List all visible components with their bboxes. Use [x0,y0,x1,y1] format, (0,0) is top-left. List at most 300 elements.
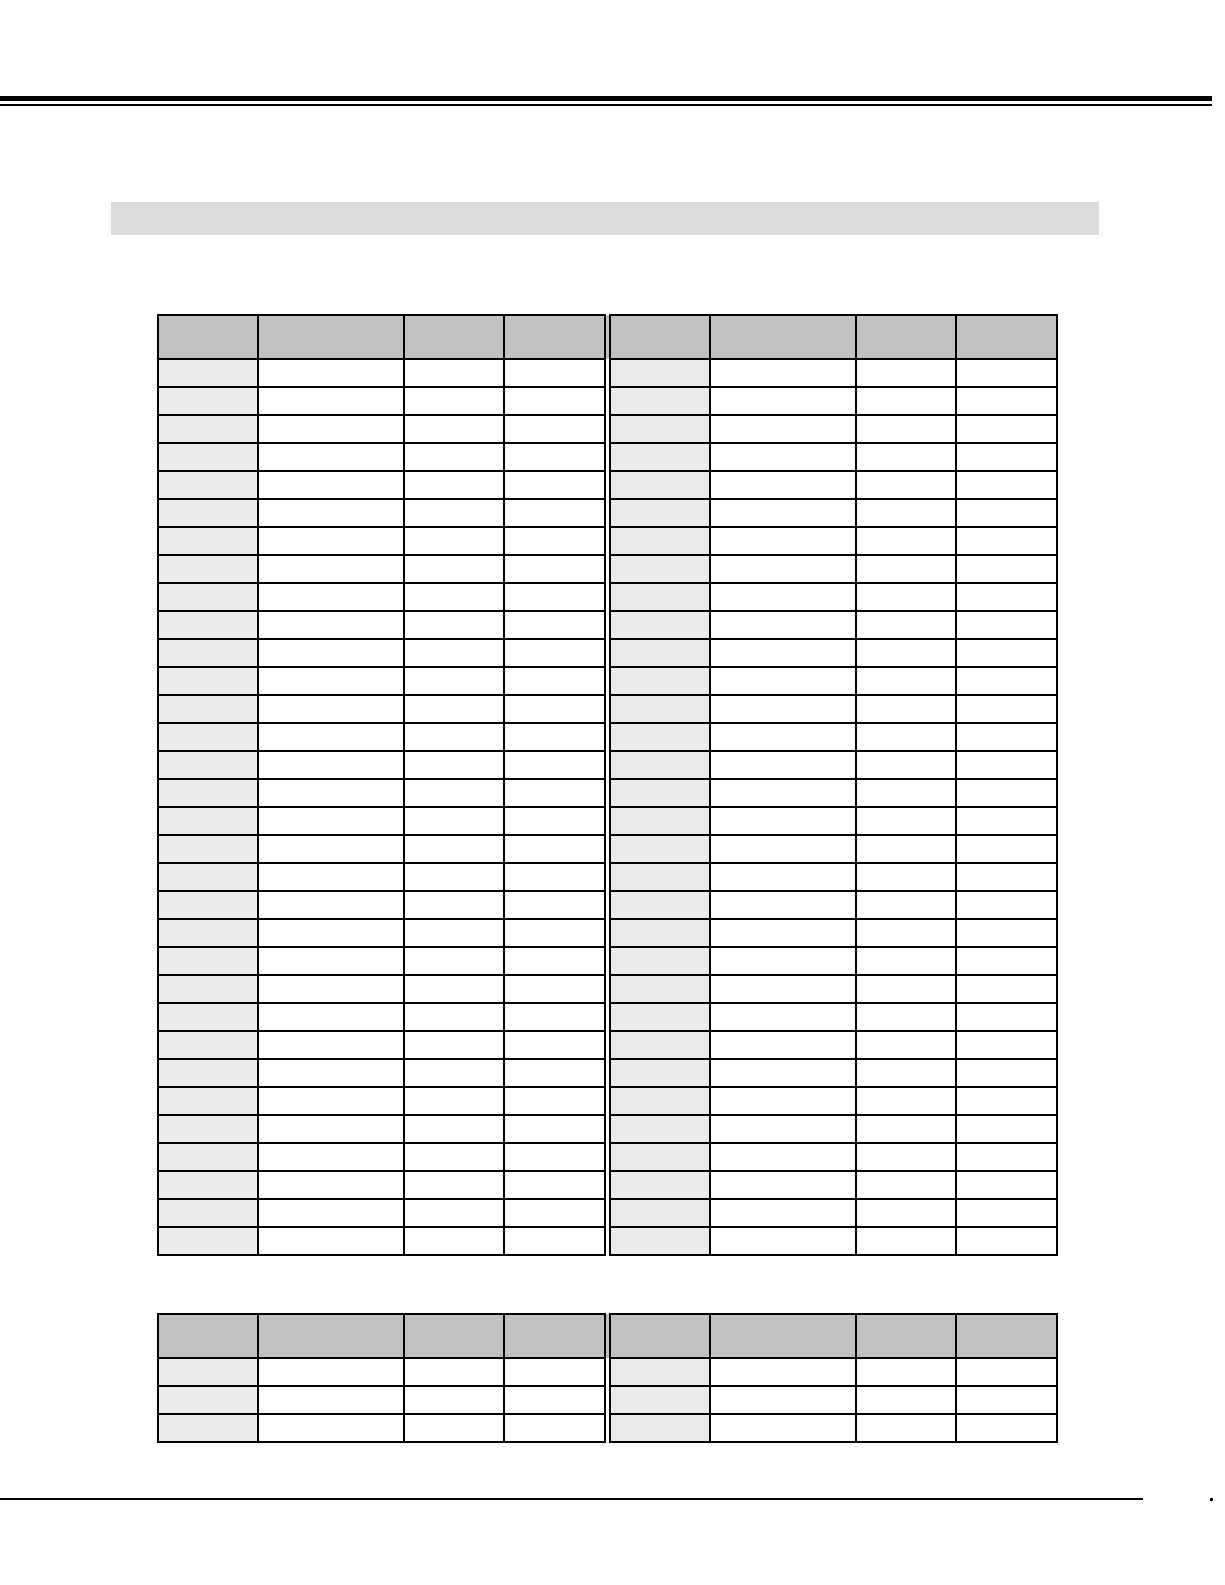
header-cell [158,315,258,359]
key-cell [158,1386,258,1414]
table-cell [856,863,956,891]
table-row [158,1059,1057,1087]
table-cell [504,387,605,415]
table-cell [856,975,956,1003]
table-cell [504,611,605,639]
key-cell [610,527,710,555]
table-cell [956,1031,1057,1059]
table-cell [956,919,1057,947]
table-cell [710,415,856,443]
key-cell [610,583,710,611]
table-cell [258,443,404,471]
table-row [158,639,1057,667]
table-cell [258,639,404,667]
table-cell [710,611,856,639]
table-cell [404,611,504,639]
header-cell [404,1314,504,1358]
table-row [158,1143,1057,1171]
key-cell [610,1227,710,1255]
table-cell [856,1199,956,1227]
table-cell [404,1414,504,1442]
key-cell [610,919,710,947]
key-cell [610,387,710,415]
table-cell [856,639,956,667]
header-cell [610,1314,710,1358]
table-cell [710,891,856,919]
table-cell [258,1414,404,1442]
table-cell [258,779,404,807]
table-cell [258,611,404,639]
key-cell [610,1143,710,1171]
table-row [158,807,1057,835]
table-row [158,555,1057,583]
key-cell [610,779,710,807]
key-cell [610,555,710,583]
key-cell [158,1059,258,1087]
key-cell [158,639,258,667]
key-cell [158,1003,258,1031]
table-cell [956,947,1057,975]
key-cell [610,1087,710,1115]
table-row [158,443,1057,471]
table-cell [710,807,856,835]
key-cell [610,1003,710,1031]
key-cell [610,611,710,639]
table-cell [956,723,1057,751]
table-row [158,583,1057,611]
table-cell [856,583,956,611]
table-cell [404,1358,504,1386]
section-title-bar [111,202,1099,235]
table-cell [710,1199,856,1227]
table-cell [856,1171,956,1199]
table-cell [856,1031,956,1059]
table-cell [404,863,504,891]
table-cell [258,695,404,723]
key-cell [610,1115,710,1143]
key-cell [610,499,710,527]
table-cell [258,555,404,583]
header-cell [504,315,605,359]
table-cell [504,1087,605,1115]
table-cell [504,975,605,1003]
key-cell [158,527,258,555]
table-cell [404,779,504,807]
table-row [158,1171,1057,1199]
key-cell [158,667,258,695]
table-cell [710,1358,856,1386]
table-cell [258,1386,404,1414]
table-cell [710,835,856,863]
key-cell [610,1358,710,1386]
table-cell [504,807,605,835]
table-cell [404,1143,504,1171]
table-cell [404,1386,504,1414]
table-cell [710,667,856,695]
table-cell [404,891,504,919]
key-cell [158,1414,258,1442]
table-row [158,779,1057,807]
table-cell [856,1143,956,1171]
table-cell [404,723,504,751]
key-cell [610,1059,710,1087]
table-cell [404,583,504,611]
table-cell [710,863,856,891]
table-cell [258,471,404,499]
key-cell [610,723,710,751]
table-cell [856,443,956,471]
table-cell [710,751,856,779]
key-cell [158,471,258,499]
table-cell [856,891,956,919]
table-cell [710,695,856,723]
key-cell [158,779,258,807]
table-row [158,1386,1057,1414]
table-cell [504,1386,605,1414]
table-cell [258,807,404,835]
table-cell [504,667,605,695]
table-header-row [158,1314,1057,1358]
header-cell [956,1314,1057,1358]
table-cell [856,1087,956,1115]
table-cell [956,1059,1057,1087]
key-cell [158,443,258,471]
key-cell [158,387,258,415]
header-cell [710,315,856,359]
table-row [158,667,1057,695]
table-cell [404,1087,504,1115]
table-cell [856,1386,956,1414]
table-cell [856,387,956,415]
table-cell [504,1171,605,1199]
table-cell [404,527,504,555]
table-cell [710,1386,856,1414]
table-row [158,863,1057,891]
key-cell [610,443,710,471]
table-cell [856,695,956,723]
table-cell [258,1199,404,1227]
key-cell [158,807,258,835]
table-cell [258,1171,404,1199]
table-cell [710,555,856,583]
table-cell [404,1171,504,1199]
table-cell [856,835,956,863]
key-cell [610,471,710,499]
table-cell [956,779,1057,807]
key-cell [610,415,710,443]
key-cell [158,1143,258,1171]
table-cell [710,1115,856,1143]
table-cell [504,1143,605,1171]
table-cell [956,1358,1057,1386]
table-row [158,471,1057,499]
table-cell [956,1199,1057,1227]
table-row [158,947,1057,975]
table-cell [258,499,404,527]
key-cell [610,359,710,387]
table-cell [710,919,856,947]
table-cell [504,835,605,863]
table-cell [856,947,956,975]
table-cell [504,751,605,779]
table-cell [404,1031,504,1059]
table-cell [504,1358,605,1386]
top-rule [0,96,1212,101]
footer-rule [0,1498,1143,1500]
key-cell [610,667,710,695]
table-cell [856,919,956,947]
footer-corner-mark [1210,1498,1213,1501]
key-cell [158,947,258,975]
top-rule-secondary [0,104,1212,106]
table-cell [710,359,856,387]
header-cell [158,1314,258,1358]
table-cell [504,583,605,611]
table-cell [956,1115,1057,1143]
table-cell [710,471,856,499]
table-cell [504,947,605,975]
table-cell [956,499,1057,527]
table-cell [856,751,956,779]
header-cell [610,315,710,359]
table-cell [956,863,1057,891]
table-cell [956,1143,1057,1171]
table-cell [404,555,504,583]
table-cell [956,1414,1057,1442]
table-cell [856,779,956,807]
key-cell [158,499,258,527]
table-cell [504,1059,605,1087]
table-cell [856,499,956,527]
key-cell [610,835,710,863]
table-cell [504,1031,605,1059]
table-cell [258,975,404,1003]
table-cell [856,667,956,695]
table-cell [404,499,504,527]
key-cell [158,1199,258,1227]
key-cell [158,1087,258,1115]
table-cell [710,387,856,415]
table-cell [856,1003,956,1031]
table-row [158,919,1057,947]
table-cell [404,835,504,863]
table-cell [956,471,1057,499]
table-cell [710,1059,856,1087]
key-cell [158,863,258,891]
table-cell [956,1227,1057,1255]
table-cell [956,975,1057,1003]
table-row [158,387,1057,415]
table-cell [710,1003,856,1031]
table-cell [710,1227,856,1255]
table-cell [404,415,504,443]
key-cell [158,919,258,947]
key-cell [610,863,710,891]
table-cell [258,415,404,443]
table-cell [956,751,1057,779]
table-cell [956,891,1057,919]
table-cell [258,835,404,863]
table-cell [258,667,404,695]
table-row [158,611,1057,639]
key-cell [158,1115,258,1143]
table-row [158,1414,1057,1442]
table-cell [404,471,504,499]
table-cell [504,555,605,583]
table-cell [710,583,856,611]
table-cell [404,807,504,835]
table-row [158,1199,1057,1227]
key-cell [158,1171,258,1199]
table-cell [504,1227,605,1255]
table-cell [258,1143,404,1171]
key-cell [158,751,258,779]
table-cell [258,359,404,387]
table-cell [504,1003,605,1031]
key-cell [610,1171,710,1199]
table-cell [504,415,605,443]
table-cell [710,443,856,471]
table-row [158,975,1057,1003]
table-cell [258,919,404,947]
table-cell [258,387,404,415]
table-cell [710,499,856,527]
table-cell [856,527,956,555]
table-cell [856,471,956,499]
table-cell [258,863,404,891]
table-row [158,1031,1057,1059]
table-row [158,527,1057,555]
key-cell [158,1031,258,1059]
key-cell [158,611,258,639]
table-cell [504,1414,605,1442]
key-cell [158,415,258,443]
table-cell [258,947,404,975]
table-cell [956,667,1057,695]
key-cell [610,695,710,723]
table-row [158,359,1057,387]
table-cell [504,723,605,751]
header-cell [856,315,956,359]
table-cell [856,1227,956,1255]
table-cell [504,1115,605,1143]
table-cell [258,1087,404,1115]
key-cell [610,807,710,835]
table-cell [504,863,605,891]
key-cell [158,1227,258,1255]
key-cell [610,975,710,1003]
table-cell [856,359,956,387]
table-row [158,891,1057,919]
key-cell [610,751,710,779]
table-cell [856,611,956,639]
table-cell [504,471,605,499]
header-cell [258,315,404,359]
table-cell [956,611,1057,639]
header-cell [504,1314,605,1358]
table-cell [504,359,605,387]
key-cell [610,639,710,667]
table-cell [258,891,404,919]
table-cell [956,835,1057,863]
table-cell [710,1031,856,1059]
table-cell [258,751,404,779]
table-cell [856,555,956,583]
table-cell [956,583,1057,611]
table-cell [504,639,605,667]
table-cell [504,1199,605,1227]
table-cell [956,415,1057,443]
table-cell [258,1115,404,1143]
table-cell [504,919,605,947]
key-cell [610,891,710,919]
table-cell [956,387,1057,415]
table-cell [404,1115,504,1143]
table-cell [504,779,605,807]
table-row [158,499,1057,527]
header-cell [856,1314,956,1358]
table-cell [956,443,1057,471]
table-cell [258,1059,404,1087]
table-cell [710,1414,856,1442]
key-cell [158,975,258,1003]
key-cell [158,695,258,723]
table-cell [856,807,956,835]
table-cell [504,499,605,527]
table-cell [956,1003,1057,1031]
table-cell [504,527,605,555]
key-cell [158,891,258,919]
table-cell [404,667,504,695]
table-header-row [158,315,1057,359]
key-cell [610,1031,710,1059]
table-row [158,1358,1057,1386]
table-cell [956,1171,1057,1199]
table-cell [710,723,856,751]
key-cell [158,555,258,583]
table-cell [258,723,404,751]
key-cell [610,1414,710,1442]
table-row [158,695,1057,723]
table-cell [404,639,504,667]
table-cell [710,947,856,975]
table-cell [404,359,504,387]
table-cell [710,639,856,667]
main-table [157,314,1058,1256]
table-cell [856,1414,956,1442]
table-cell [404,975,504,1003]
key-cell [610,1199,710,1227]
table-cell [956,807,1057,835]
table-cell [710,975,856,1003]
key-cell [158,1358,258,1386]
table-cell [504,695,605,723]
header-cell [258,1314,404,1358]
table-cell [956,1087,1057,1115]
table-cell [404,1059,504,1087]
key-cell [158,835,258,863]
table-row [158,723,1057,751]
table-cell [504,891,605,919]
table-cell [504,443,605,471]
table-cell [710,1087,856,1115]
table-cell [856,723,956,751]
table-cell [710,1171,856,1199]
table-cell [404,1227,504,1255]
key-cell [610,1386,710,1414]
table-cell [404,387,504,415]
header-cell [956,315,1057,359]
